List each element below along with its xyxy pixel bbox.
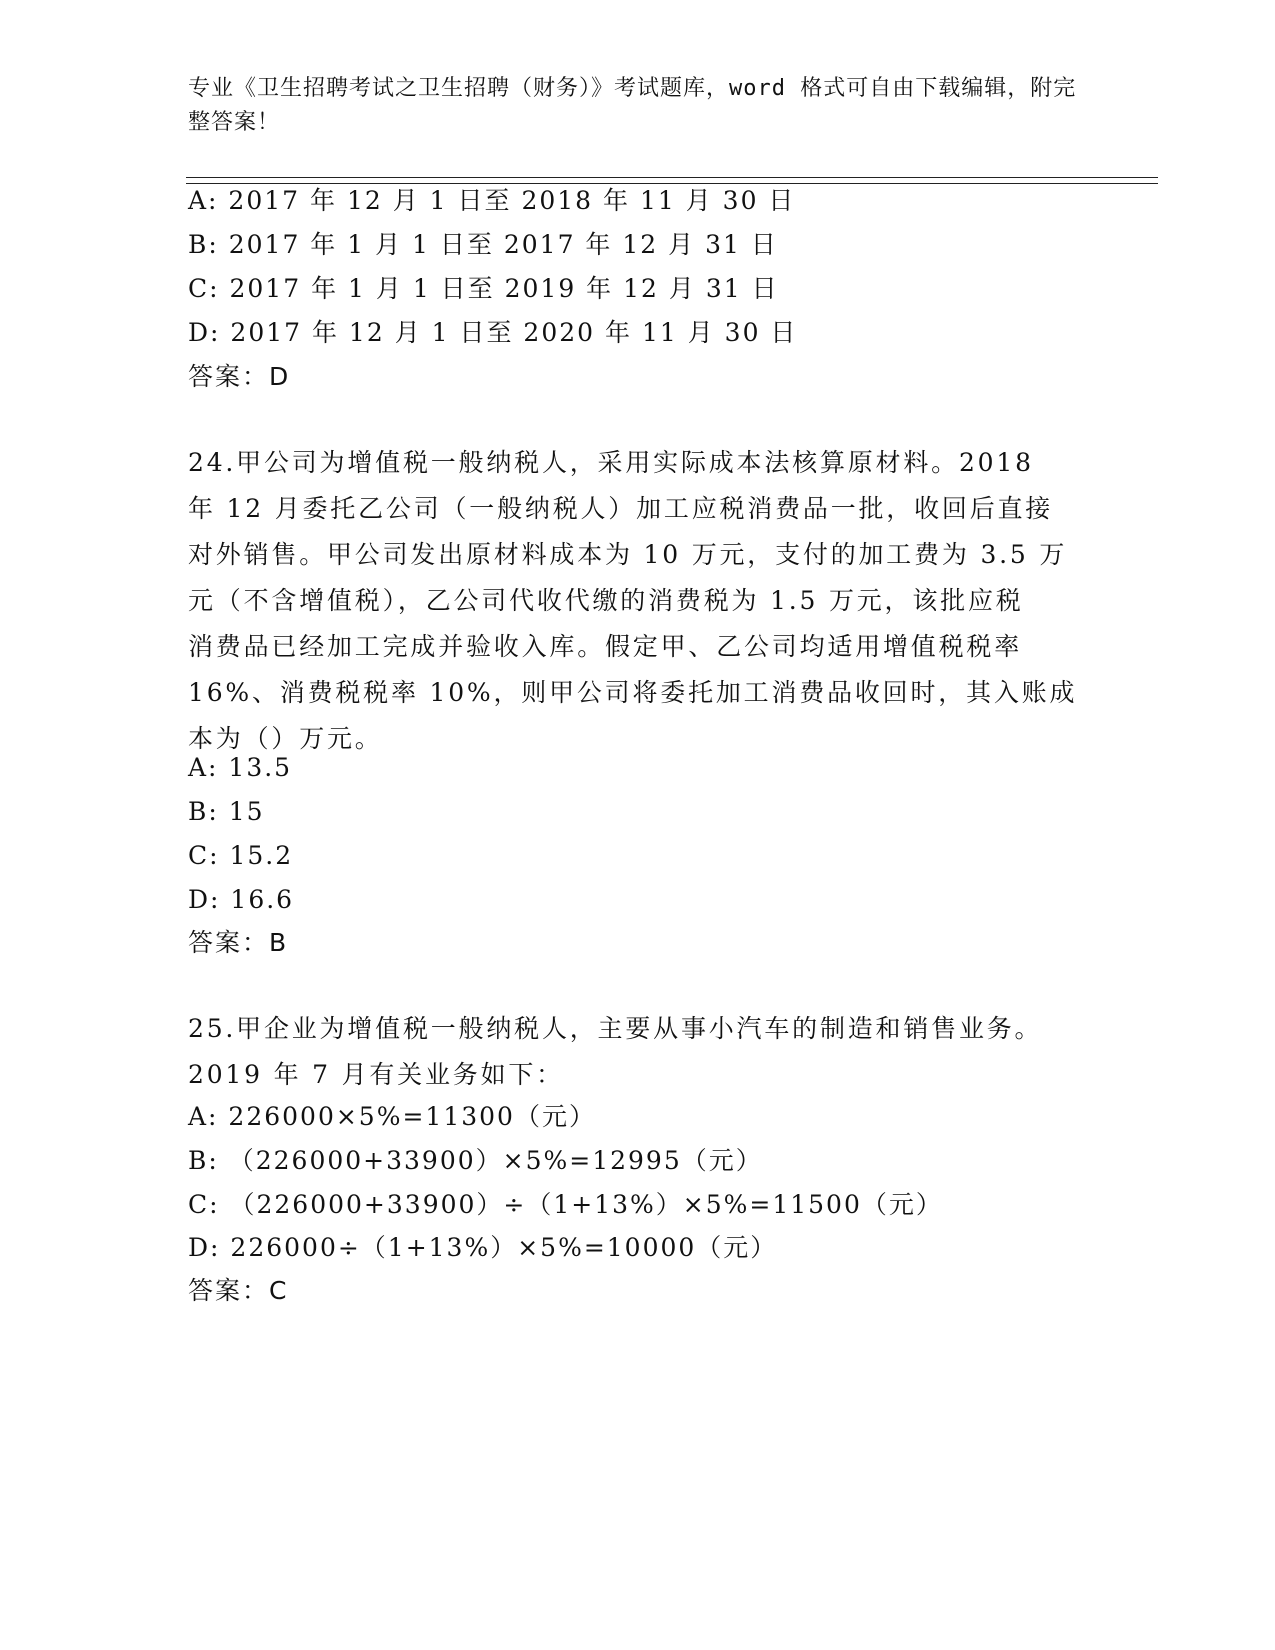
q24-stem-line: 16%、消费税税率 10%，则甲公司将委托加工消费品收回时，其入账成 <box>188 678 1078 707</box>
q25-option-a: A: 226000×5%=11300（元） <box>188 1102 596 1131</box>
page-header: 专业《卫生招聘考试之卫生招聘（财务）》考试题库，word 格式可自由下载编辑，附完整答案！ <box>188 76 1077 135</box>
q25-option-b: B: （226000+33900）×5%=12995（元） <box>188 1146 763 1175</box>
q25-stem-line: 25.甲企业为增值税一般纳税人，主要从事小汽车的制造和销售业务。 <box>188 1014 1043 1043</box>
q24-answer: 答案：B <box>188 928 289 957</box>
q23-option-b: B: 2017 年 1 月 1 日至 2017 年 12 月 31 日 <box>188 230 778 259</box>
q25-option-c: C: （226000+33900）÷（1+13%）×5%=11500（元） <box>188 1190 943 1219</box>
q24-option-c: C: 15.2 <box>188 841 294 870</box>
q24-stem-line: 本为（）万元。 <box>188 724 383 753</box>
q23-option-d: D: 2017 年 12 月 1 日至 2020 年 11 月 30 日 <box>188 318 798 347</box>
q24-option-b: B: 15 <box>188 797 265 826</box>
q24-stem-line: 消费品已经加工完成并验收入库。假定甲、乙公司均适用增值税税率 <box>188 632 1023 661</box>
q24-stem <box>188 440 1088 762</box>
q24-stem-line: 24.甲公司为增值税一般纳税人，采用实际成本法核算原材料。2018 <box>188 448 1034 477</box>
q23-option-c: C: 2017 年 1 月 1 日至 2019 年 12 月 31 日 <box>188 274 779 303</box>
q24-stem-line: 元（不含增值税），乙公司代收代缴的消费税为 1.5 万元，该批应税 <box>188 586 1024 615</box>
q25-answer: 答案：C <box>188 1276 289 1305</box>
q25-stem-line: 2019 年 7 月有关业务如下： <box>188 1060 564 1089</box>
q24-stem-line: 年 12 月委托乙公司（一般纳税人）加工应税消费品一批，收回后直接 <box>188 494 1054 523</box>
q24-option-a: A: 13.5 <box>188 753 293 782</box>
q23-answer: 答案：D <box>188 362 291 391</box>
q24-option-d: D: 16.6 <box>188 885 295 914</box>
q25-stem <box>188 1006 1088 1098</box>
q25-option-d: D: 226000÷（1+13%）×5%=10000（元） <box>188 1233 778 1262</box>
q23-option-a: A: 2017 年 12 月 1 日至 2018 年 11 月 30 日 <box>188 186 796 215</box>
q24-stem-line: 对外销售。甲公司发出原材料成本为 10 万元，支付的加工费为 3.5 万 <box>188 540 1068 569</box>
